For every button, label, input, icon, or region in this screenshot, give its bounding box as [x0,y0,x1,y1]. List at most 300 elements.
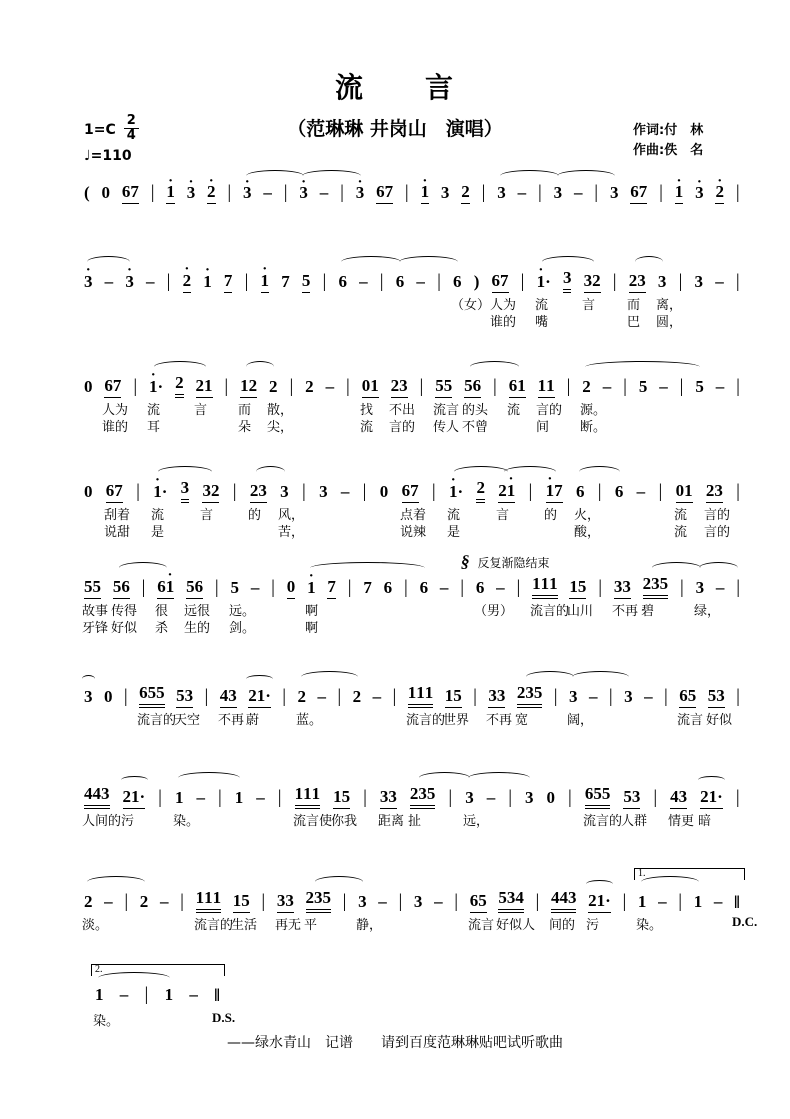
note-token [84,377,93,398]
note-token [113,577,130,599]
note-glyph: 2 [210,481,220,500]
note-token [676,481,693,503]
note-glyph: 3 [319,482,328,501]
note-token [306,888,332,913]
note-token [421,182,430,204]
note-glyph: – [439,578,449,597]
note-glyph: 1 [232,891,242,910]
lyric-syllable: 远， [463,814,490,829]
note-glyph: 2 [305,888,314,907]
note-glyph: 1 [444,686,454,705]
note-token [84,577,101,599]
note-glyph: 1 [294,784,304,803]
note-glyph: 5 [341,787,351,806]
note-glyph: – [340,482,350,501]
barline [271,577,275,599]
note-glyph: 1 · [153,482,162,502]
lyric-syllable: 静， [356,918,383,933]
note-glyph: | [623,375,627,397]
note-token [414,892,423,913]
note-token [341,482,350,503]
lyric-syllable: 好似人 [496,918,536,933]
barline [529,481,533,503]
barline [218,787,222,809]
note-glyph: 2 [390,376,400,395]
slur-arc [542,256,594,268]
note-glyph: 3 [101,784,110,803]
note-token [659,377,668,398]
slur-arc [585,361,700,373]
volta-bracket: 2. [91,964,225,976]
lyric-syllable: 不再 [612,604,639,619]
note-token [630,182,647,204]
note-glyph: | [124,890,129,912]
note-token [453,272,462,293]
note-token [546,481,563,503]
lyric-syllable: 言 [200,508,214,523]
note-glyph: 5 [426,784,436,803]
note-glyph: 1 [212,888,222,907]
note-glyph: – [104,892,113,911]
note-glyph: – [319,183,329,203]
note-glyph: – [434,892,443,911]
note-glyph: | [379,270,384,292]
note-glyph: 3 [525,788,534,807]
lyric-syllable: 离， [656,298,683,313]
note-glyph: 5 [593,784,602,803]
note-token [189,985,198,1006]
barline [348,577,352,599]
note-glyph: | [508,786,513,808]
note-glyph: 4 [84,784,93,803]
note-glyph: 0 [103,687,113,706]
barline [278,787,282,809]
note-glyph: 3 [562,268,572,287]
note-glyph: 2 [122,787,131,806]
note-token [574,183,583,204]
note-glyph: · [161,482,168,501]
lyric-syllable: 传得 [111,604,138,619]
note-glyph: | [736,480,740,502]
note-token [474,272,480,293]
barline [736,686,740,708]
lyric-syllable: 的头 [462,403,489,418]
barline [598,481,602,503]
note-glyph: 3 [553,183,563,203]
note-glyph: | [481,182,486,203]
note-glyph: 6 [401,481,411,500]
note-token [714,892,723,913]
note-glyph: | [404,182,409,203]
music-system-6 [84,661,740,757]
note-glyph: | [282,685,287,707]
note-glyph: | [322,270,327,292]
lyric-syllable: 染。 [173,814,200,829]
tempo-marking: ♩=110 [84,148,132,165]
note-glyph: – [325,377,335,396]
note-glyph: | [678,270,683,292]
barline [432,481,436,503]
note-token [569,577,586,599]
barline [623,376,627,398]
note-token [175,373,184,398]
note-glyph: | [448,786,453,808]
lyric-syllable: 不再 [218,713,245,728]
note-glyph: | [283,182,288,203]
note-glyph: 1 · [449,482,458,502]
note-glyph: 1 [370,376,379,395]
music-system-2 [84,246,740,342]
note-glyph: 2 [628,271,638,290]
lyric-syllable: 蔚 [246,713,260,728]
slur-arc [246,675,273,683]
note-glyph: – [715,272,724,291]
note-token [157,577,174,599]
notation-row [84,784,740,809]
note-token [203,272,212,293]
note-glyph: 7 [327,577,336,596]
note-glyph: 6 [508,376,518,395]
note-glyph: | [158,786,162,808]
note-token [202,481,219,503]
note-glyph: 3 · [243,183,252,203]
note-token [353,687,362,708]
note-token [363,578,372,599]
note-glyph: 1 [596,891,606,910]
note-token [261,271,270,293]
note-glyph: 1 [204,376,213,395]
note-glyph: 3 · [299,183,308,203]
note-glyph: – [317,687,326,706]
note-glyph: 1 [95,985,104,1005]
note-token [576,482,585,503]
barline [454,891,458,913]
note-glyph: | [362,480,367,502]
lyric-syllable: 流 [674,508,688,523]
note-token [235,788,244,809]
lyric-syllable: 是 [447,525,461,540]
note-token [224,271,233,293]
lyric-syllable: 好似 [111,621,138,636]
note-glyph: 0 [379,482,389,501]
note-glyph: 5 [147,683,157,702]
barline [124,891,128,913]
lyric-syllable: 酸， [574,525,601,540]
note-glyph: – [250,578,260,597]
repeat-mark: D.S. [212,1010,236,1025]
note-token [277,891,294,913]
note-token [207,182,216,204]
note-token [251,578,260,599]
note-glyph: | [180,890,184,912]
lyric-syllable: 阔， [567,713,594,728]
barline [567,376,571,398]
note-token [84,482,93,503]
note-token [643,574,669,599]
note-glyph: 7 [500,271,509,290]
note-glyph: 3 [418,784,427,803]
barline [736,182,740,204]
note-glyph: | [398,890,403,912]
note-token [532,574,558,599]
note-glyph: 3 [314,888,323,907]
note-glyph: – [159,892,169,911]
barline [158,787,162,809]
note-token [441,183,450,204]
note-glyph: 1 · [166,577,175,597]
barline [482,182,486,204]
note-token [105,272,114,293]
note-token [639,377,648,398]
barline [678,891,682,913]
note-token [498,888,524,913]
note-token [402,481,419,503]
note-glyph: – [372,687,382,706]
slur-arc [256,466,285,478]
note-token [231,578,240,599]
note-glyph: 1 [256,686,266,705]
note-glyph: 5 [453,686,462,705]
lyric-syllable: 流言的 [137,713,177,728]
lyric-syllable: 朵 [238,420,252,435]
lyric-syllable: 人为 [102,403,129,418]
note-glyph: | [232,480,237,502]
note-token [187,183,196,204]
note-glyph: 2 · [183,271,192,291]
note-glyph: 6 [584,784,594,803]
note-token [410,784,436,809]
song-title: 流 言 [334,71,455,104]
barline [437,271,441,293]
barline [282,686,286,708]
lyric-syllable: 嘴 [535,315,549,330]
note-glyph: 1 [164,985,174,1005]
lyric-syllable: 淡。 [82,918,109,933]
lyric-syllable: 人为 [490,298,517,313]
notation-row [84,478,740,503]
note-glyph: · [157,377,164,396]
note-glyph: 1 [240,376,249,395]
note-token [233,891,250,913]
note-glyph: 6 [376,182,385,202]
barline [536,891,540,913]
note-token [380,787,397,809]
note-token [694,892,703,913]
note-glyph: 3 [678,787,688,806]
lyric-syllable: 流 [151,508,165,523]
note-glyph: 5 [186,577,195,596]
note-token [700,787,723,809]
note-glyph: | [144,984,149,1005]
note-token [287,577,296,599]
note-glyph: 1 · [421,182,430,202]
barline [142,577,146,599]
note-token [269,377,278,398]
note-token [487,788,496,809]
note-glyph: 5 [577,577,587,596]
note-token [102,183,111,204]
note-glyph: 1 [637,892,647,911]
note-glyph: | [345,375,350,397]
note-glyph: | [735,270,740,292]
note-glyph: | [679,375,684,397]
music-system-8 [82,866,758,962]
barline [653,787,657,809]
note-glyph: 2 [476,478,485,497]
note-glyph: | [736,375,740,397]
note-glyph: | [516,576,521,598]
note-glyph: 5 [301,271,311,290]
note-token [476,578,485,599]
note-glyph: | [166,270,171,292]
note-glyph: 7 [112,376,122,395]
note-token [84,687,93,708]
note-token [551,888,577,913]
note-token [517,683,543,708]
note-glyph: 0 [101,183,111,203]
note-glyph: 3 [399,376,408,395]
note-glyph: | [528,480,533,502]
note-glyph: | [460,576,464,598]
note-glyph: · [605,891,611,910]
note-token [440,578,449,599]
note-glyph: 1 [131,787,140,806]
barline [124,686,128,708]
note-token [638,892,647,913]
note-glyph: 4 [670,787,679,806]
barline [363,787,367,809]
segno-icon: § [461,552,470,571]
note-token [84,784,110,809]
lyric-syllable: 绿， [694,604,721,619]
note-token [585,784,611,809]
note-glyph: 2 [700,787,709,806]
lyric-syllable: （男） [474,604,514,619]
note-glyph: | [594,182,599,203]
note-token [603,377,612,398]
note-glyph: 6 [614,482,624,501]
note-glyph: 7 [130,182,139,202]
note-token [106,481,123,503]
note-glyph: 3 · [695,183,704,203]
key-signature: 1=C [84,122,116,139]
lyric-syllable: 啊 [305,621,319,636]
note-token [104,376,121,398]
note-glyph: 3 [651,574,660,593]
note-glyph: 3 [497,183,506,203]
note-token [670,787,687,809]
lyric-syllable: 流 [360,420,374,435]
note-glyph: | [204,685,209,707]
note-token [356,183,365,204]
slur-arc [454,466,508,478]
barline [568,787,572,809]
barline [736,787,740,809]
note-token [380,482,389,503]
note-glyph: 1 [174,788,184,807]
note-token [716,578,725,599]
slur-arc [698,776,725,784]
lyric-syllable: 说甜 [104,525,131,540]
note-token [281,272,290,293]
lyric-syllable: 源。 [580,403,607,418]
lyric-syllable: 好似 [706,713,733,728]
note-glyph: | [224,375,229,397]
note-glyph: 1 [195,888,205,907]
note-glyph: 6 [630,182,639,202]
note-glyph: | [261,890,266,912]
lyricist-credit: 作词:付 林 [633,123,704,138]
note-glyph: 5 [443,376,453,395]
note-glyph: 2 [139,892,149,911]
note-glyph: 3 [228,686,237,705]
note-token [186,577,203,599]
slur-arc [119,562,167,574]
note-token [104,687,113,708]
note-glyph: 5 [659,574,669,593]
lyric-syllable: 距离 [378,814,405,829]
note-glyph: 5 [695,377,704,396]
note-glyph: | [340,182,344,203]
lyric-syllable: 言的 [536,403,563,418]
note-glyph: 4 [559,888,568,907]
note-glyph: 1 [303,784,312,803]
barline [323,271,327,293]
volta-bracket: 1. [634,868,745,880]
note-glyph: · [717,787,723,806]
barline [664,686,668,708]
note-token [166,182,175,204]
note-token [695,183,704,204]
note-glyph: 1 [540,574,550,593]
note-glyph: 3 [388,787,397,806]
barline [613,271,617,293]
note-glyph: 1 · [537,272,546,292]
note-glyph: | [664,685,668,707]
lyric-syllable: 流言的 [530,604,570,619]
segno-annotation [461,552,550,572]
note-token [547,788,556,809]
barline [538,182,542,204]
lyric-syllable: 生的 [184,621,211,636]
slur-arc [301,671,358,683]
lyric-syllable: 耳 [147,420,161,435]
note-glyph: 5 [623,787,632,806]
note-token [120,985,129,1006]
note-glyph: ( [84,183,90,203]
note-glyph: 1 · [307,578,316,598]
lyric-syllable: 暗 [698,814,712,829]
note-token [623,787,640,809]
note-glyph: 6 [157,577,166,596]
barline [261,891,265,913]
note-glyph: | [659,182,663,203]
note-glyph: – [196,788,205,807]
slur-arc [399,256,458,268]
slur-arc [557,170,615,182]
note-token [220,686,237,708]
note-glyph: – [416,272,425,291]
note-glyph: 6 [105,481,115,500]
note-glyph: 1 · [261,271,270,291]
note-glyph: – [145,272,155,291]
slur-arc [419,772,470,784]
note-glyph: | [342,890,347,912]
note-glyph: 3 [613,577,623,596]
note-glyph: 1 [407,683,417,702]
note-glyph: 6 [395,272,405,291]
lyric-syllable: 流言的 [194,918,234,933]
